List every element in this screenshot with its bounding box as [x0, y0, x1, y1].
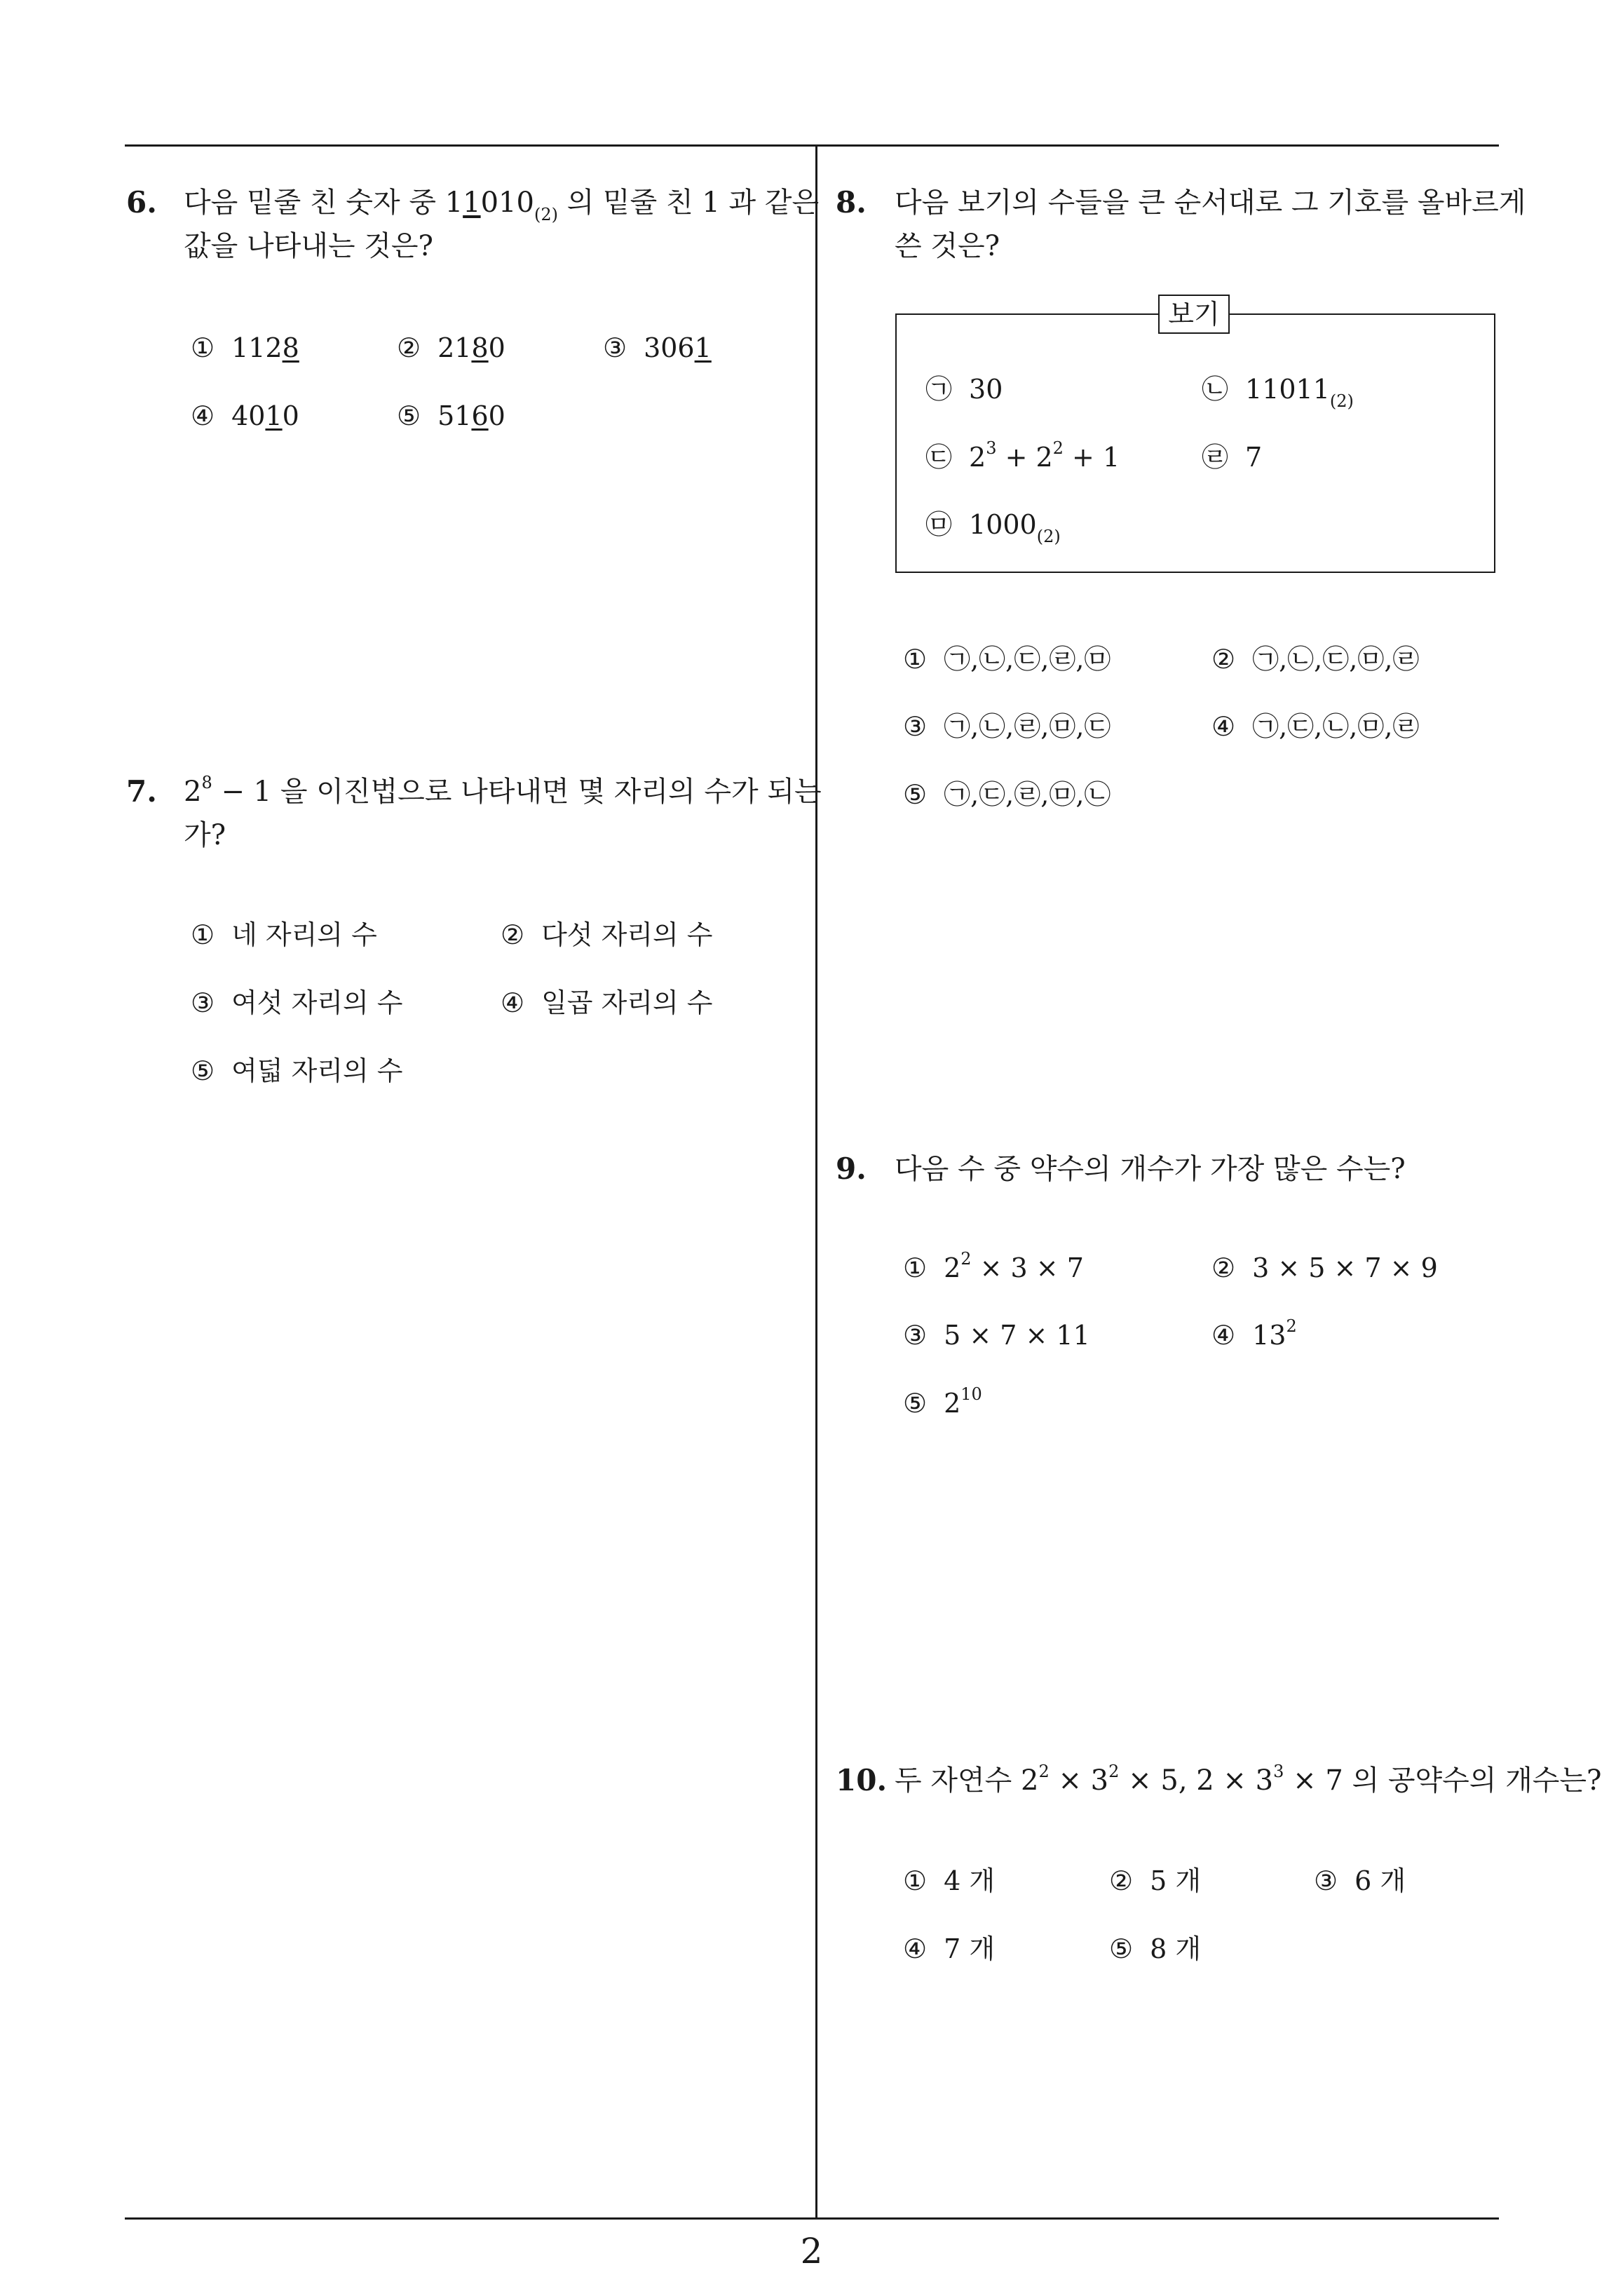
example-item-e: ㉤ $1000_{(2)}$ — [925, 509, 1061, 546]
option-2[interactable]: ② 5 개 — [1109, 1865, 1202, 1896]
option-4[interactable]: ④ ㉠,㉢,㉡,㉤,㉣ — [1211, 711, 1420, 742]
example-item-b: ㉡ $11011_{(2)}$ — [1202, 374, 1354, 411]
underlined-digit: 1 — [463, 187, 481, 219]
option-5[interactable]: ⑤ 8 개 — [1109, 1933, 1202, 1964]
column-divider — [815, 144, 817, 2219]
question-number: 9. — [836, 1152, 867, 1186]
option-1[interactable]: ① 4 개 — [903, 1865, 996, 1896]
question-text: 다음 밑줄 친 숫자 중 $11010_{(2)}$ 의 밑줄 친 1 과 같은 값을 나타내는 것은? — [184, 187, 820, 262]
option-3[interactable]: ③ 6 개 — [1314, 1865, 1406, 1896]
question-number: 10. — [836, 1763, 888, 1797]
question-text: $2^8 - 1$ 을 이진법으로 나타내면 몇 자리의 수가 되는 가? — [184, 773, 822, 851]
question-number: 8. — [836, 185, 867, 220]
question-text: 두 자연수 $2^2 \times 3^2 \times 5$, $2 \times 3^3 \times 7$ 의 공약수의 개수는? — [895, 1762, 1602, 1797]
option-4[interactable]: ④ 7 개 — [903, 1933, 996, 1964]
option-1[interactable]: ① 1128 — [191, 332, 299, 363]
option-3[interactable]: ③ 5 × 7 × 11 — [903, 1320, 1090, 1351]
option-5[interactable]: ⑤ 5160 — [397, 400, 505, 431]
option-1[interactable]: ① ㉠,㉡,㉢,㉣,㉤ — [903, 644, 1111, 675]
option-3[interactable]: ③ 여섯 자리의 수 — [191, 987, 403, 1018]
top-rule — [125, 144, 1499, 147]
option-3[interactable]: ③ ㉠,㉡,㉣,㉤,㉢ — [903, 711, 1111, 742]
option-2[interactable]: ② ㉠,㉡,㉢,㉤,㉣ — [1211, 644, 1420, 675]
option-4[interactable]: ④ $13^2$ — [1211, 1316, 1297, 1351]
option-1[interactable]: ① $2^2 \times 3 \times 7$ — [903, 1249, 1084, 1283]
example-box-title: 보기 — [1158, 295, 1230, 334]
option-3[interactable]: ③ 3061 — [603, 332, 712, 363]
example-item-d: ㉣ 7 — [1202, 442, 1263, 473]
option-5[interactable]: ⑤ ㉠,㉢,㉣,㉤,㉡ — [903, 779, 1111, 810]
question-number: 7. — [126, 774, 157, 809]
question-text: 다음 보기의 수들을 큰 순서대로 그 기호를 올바르게 쓴 것은? — [895, 187, 1526, 262]
bottom-rule — [125, 2217, 1499, 2220]
example-item-c: ㉢ $2^3 + 2^2 + 1$ — [925, 438, 1120, 473]
question-number: 6. — [126, 185, 157, 220]
option-1[interactable]: ① 네 자리의 수 — [191, 919, 377, 950]
example-item-a: ㉠ 30 — [925, 374, 1003, 405]
question-text: 다음 수 중 약수의 개수가 가장 많은 수는? — [895, 1153, 1406, 1185]
option-5[interactable]: ⑤ $2^{10}$ — [903, 1384, 982, 1419]
option-4[interactable]: ④ 일곱 자리의 수 — [501, 987, 713, 1018]
option-2[interactable]: ② 3 × 5 × 7 × 9 — [1211, 1252, 1438, 1283]
option-5[interactable]: ⑤ 여덟 자리의 수 — [191, 1055, 403, 1086]
page-number: 2 — [800, 2231, 823, 2271]
option-4[interactable]: ④ 4010 — [191, 400, 299, 431]
option-2[interactable]: ② 2180 — [397, 332, 505, 363]
option-2[interactable]: ② 다섯 자리의 수 — [501, 919, 713, 950]
